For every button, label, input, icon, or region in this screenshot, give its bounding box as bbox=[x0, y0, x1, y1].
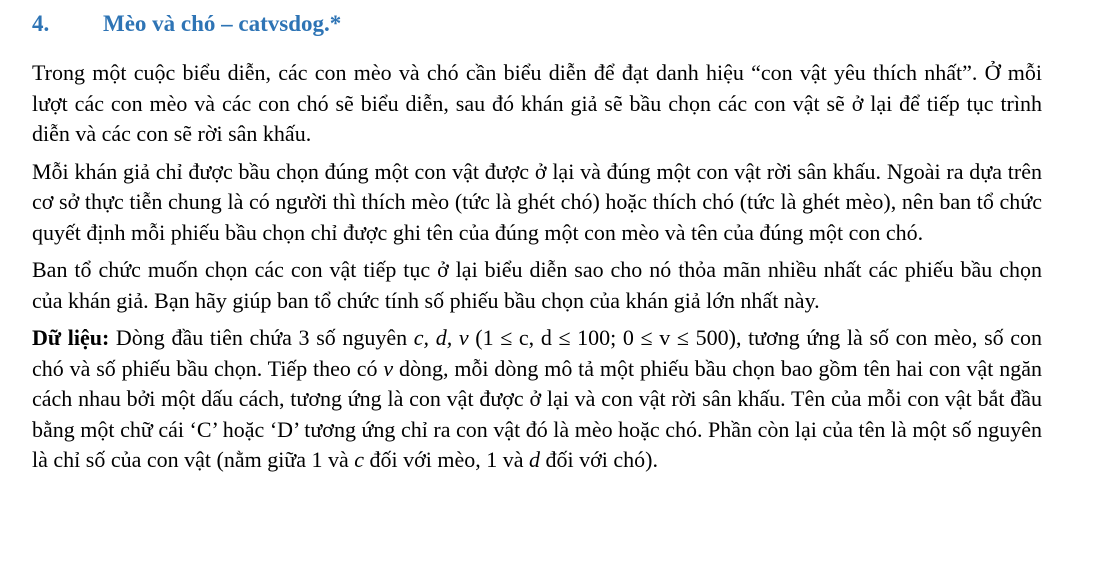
input-var-c: c bbox=[354, 447, 365, 472]
input-text-part3: dòng, mỗi dòng mô tả một phiếu bầu chọn bao gồm tên hai con vật ngăn cách nhau bởi một dấu cách, tương ứng là con vật được ở lại và con vật rời sân khấu. Tên của mỗi con vật bắt đầu bằng một chữ cái ‘C’ hoặc ‘D’ tương ứng chỉ ra con vật đó là mèo hoặc chó. Phần còn lại của tên là một số nguyên là chỉ số của con vật (nằm giữa 1 và bbox=[32, 355, 1042, 472]
input-vars: c, d, v bbox=[413, 325, 469, 350]
section-number: 4. bbox=[32, 11, 50, 36]
input-text-part4: đối với mèo, 1 và bbox=[364, 447, 530, 472]
paragraph-intro: Trong một cuộc biểu diễn, các con mèo và chó cần biểu diễn để đạt danh hiệu “con vật yêu thích nhất”. Ở mỗi lượt các con mèo và các con chó sẽ biểu diễn, sau đó khán giả sẽ bầu chọn các con vật sẽ ở lại để tiếp tục trình diễn và các con sẽ rời sân khấu. bbox=[32, 60, 1042, 146]
paragraph-voting-rules: Mỗi khán giả chỉ được bầu chọn đúng một con vật được ở lại và đúng một con vật rời sân khấu. Ngoài ra dựa trên cơ sở thực tiễn chung là có người thì thích mèo (tức là ghét chó) hoặc thích chó (tức là ghét mèo), nên ban tổ chức quyết định mỗi phiếu bầu chọn chỉ được ghi tên của đúng một con mèo và tên của đúng một con chó. bbox=[32, 158, 1042, 245]
input-var-d: d bbox=[529, 447, 541, 472]
section-title: Mèo và chó – catvsdog.* bbox=[103, 11, 342, 36]
input-label: Dữ liệu: bbox=[32, 325, 110, 350]
paragraph-input bbox=[32, 323, 1042, 476]
input-text-part2: , tương ứng là số con mèo, số con chó và số phiếu bầu chọn. Tiếp theo có bbox=[32, 325, 1043, 381]
problem-statement bbox=[32, 58, 1042, 476]
paragraph-task: Ban tổ chức muốn chọn các con vật tiếp tục ở lại biểu diễn sao cho nó thỏa mãn nhiều nhất các phiếu bầu chọn của khán giả. Bạn hãy giúp ban tổ chức tính số phiếu bầu chọn của khán giả lớn nhất này. bbox=[32, 257, 1042, 313]
input-text-part1: Dòng đầu tiên chứa 3 số nguyên bbox=[109, 325, 414, 350]
section-heading bbox=[32, 8, 341, 40]
input-constraint: (1 ≤ c, d ≤ 100; 0 ≤ v ≤ 500) bbox=[468, 325, 736, 350]
input-text-part5: đối với chó). bbox=[540, 447, 658, 472]
input-var-v: v bbox=[383, 355, 394, 381]
